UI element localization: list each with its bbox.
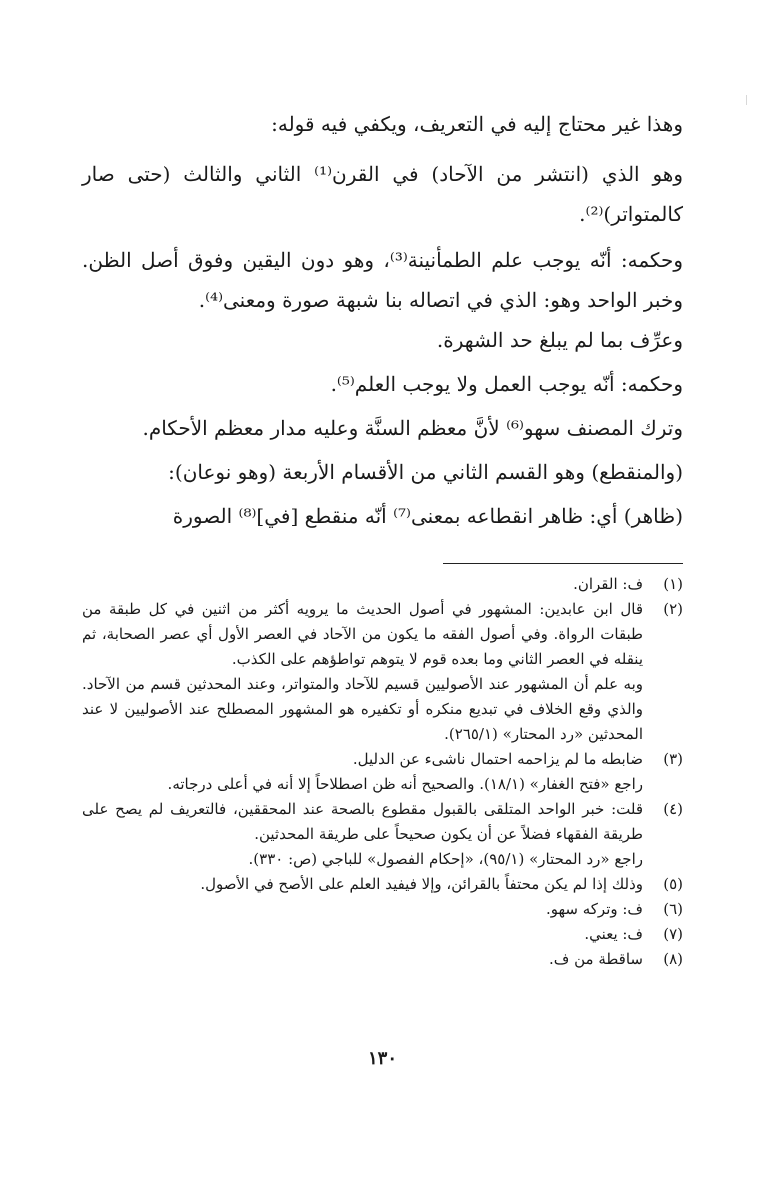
margin-tick (746, 95, 747, 105)
footnote-body (82, 572, 643, 597)
footnote-6 (82, 897, 683, 922)
main-line-5: وحكمه: أنّه يوجب العمل ولا يوجب العلم⁽⁵⁾. (330, 372, 683, 396)
main-text (82, 110, 683, 546)
footnote-body (82, 872, 643, 897)
main-line-6: وترك المصنف سهو⁽⁶⁾ لأنَّ معظم السنَّة وعليه مدار معظم الأحكام. (142, 416, 683, 440)
footnote-divider (443, 563, 683, 564)
footnote-4 (82, 797, 683, 872)
footnote-number: (٣) (663, 750, 683, 768)
footnote-number: (٦) (663, 900, 683, 918)
footnote-2 (82, 597, 683, 747)
footnote-body (82, 597, 643, 747)
footnote-text: ف: يعني. (584, 925, 643, 943)
footnote-1 (82, 572, 683, 597)
footnote-body (82, 797, 643, 872)
footnote-text: وذلك إذا لم يكن محتفاً بالقرائن، وإلا فيفيد العلم على الأصح في الأصول. (200, 875, 643, 893)
footnote-8 (82, 947, 683, 972)
footnote-text: ضابطه ما لم يزاحمه احتمال ناشىء عن الدليل. (352, 750, 643, 768)
footnote-number: (٤) (663, 800, 683, 818)
footnote-3 (82, 747, 683, 797)
footnote-text: راجع «فتح الغفار» (١٨/١). والصحيح أنه ظن اصطلاحاً إلا أنه في أعلى درجاته. (167, 775, 643, 793)
footnote-7 (82, 922, 683, 947)
footnote-text: ف: وتركه سهو. (545, 900, 643, 918)
footnote-number: (٢) (663, 600, 683, 618)
footnote-number: (١) (663, 575, 683, 593)
main-line-2: وهو الذي (انتشر من الآحاد) في القرن⁽¹⁾ الثاني والثالث (حتى صار كالمتواتر)⁽²⁾. (82, 162, 683, 226)
footnote-body (82, 947, 643, 972)
footnote-number: (٨) (663, 950, 683, 968)
page-number: ١٣٠ (367, 1048, 397, 1069)
footnote-text: وبه علم أن المشهور عند الأصوليين قسيم للآحاد والمتواتر، وعند المحدثين قسم من الآحاد. والذي وقع الخلاف في تبديع منكره أو تكفيره هو المشهور المصطلح عند الأصوليين لا عند المحدثين «رد المحتار» (٢٦٥/١). (82, 675, 643, 743)
footnote-text: قال ابن عابدين: المشهور في أصول الحديث ما يرويه أكثر من اثنين في كل طبقة من طبقات الرواة. وفي أصول الفقه ما يكون من الآحاد في العصر الأول أي عصر الصحابة، ثم ينقله في العصر الثاني وما بعده قوم لا يتوهم تواطؤهم على الكذب. (82, 600, 643, 668)
footnote-text: ساقطة من ف. (549, 950, 643, 968)
footnotes (82, 572, 683, 972)
footnote-text: قلت: خبر الواحد المتلقى بالقبول مقطوع بالصحة عند المحققين، فالتعريف لم يصح على طريقة الفقهاء فضلاً عن أن يكون صحيحاً على طريقة المحدثين. (82, 800, 643, 843)
main-line-1: وهذا غير محتاج إليه في التعريف، ويكفي فيه قوله: (271, 112, 683, 136)
main-line-3: وحكمه: أنّه يوجب علم الطمأنينة⁽³⁾، وهو دون اليقين وفوق أصل الظن. وخبر الواحد وهو: الذي في اتصاله بنا شبهة صورة ومعنى⁽⁴⁾. (82, 248, 683, 312)
main-line-4: وعرِّف بما لم يبلغ حد الشهرة. (436, 328, 683, 352)
main-line-7: (والمنقطع) وهو القسم الثاني من الأقسام الأربعة (وهو نوعان): (168, 460, 683, 484)
footnote-body (82, 922, 643, 947)
main-line-8: (ظاهر) أي: ظاهر انقطاعه بمعنى⁽⁷⁾ أنّه منقطع [في]⁽⁸⁾ الصورة (172, 504, 683, 528)
footnote-text: راجع «رد المحتار» (٩٥/١)، «إحكام الفصول» للباجي (ص: ٣٣٠). (248, 850, 643, 868)
footnote-text: ف: القران. (573, 575, 643, 593)
footnote-number: (٥) (663, 875, 683, 893)
footnote-5 (82, 872, 683, 897)
footnote-number: (٧) (663, 925, 683, 943)
footnote-body (82, 897, 643, 922)
footnote-body (82, 747, 643, 797)
